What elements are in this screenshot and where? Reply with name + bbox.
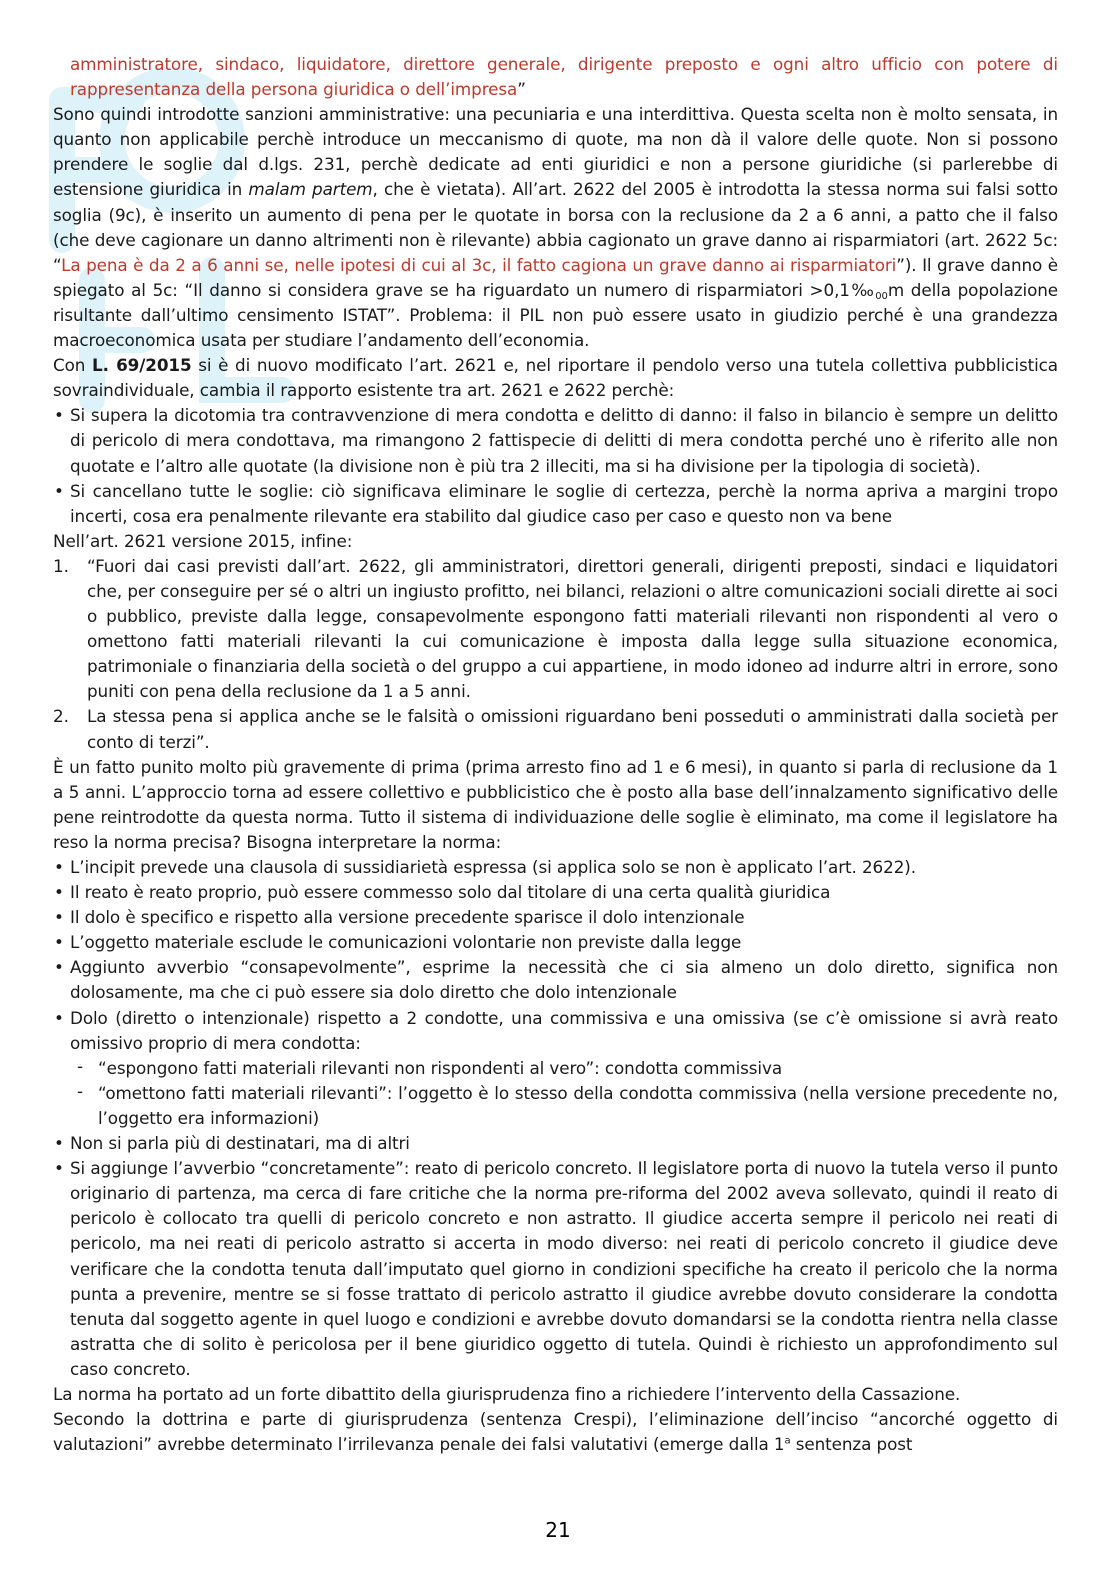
bullet-item: • Aggiunto avverbio “consapevolmente”, esprime la necessità che ci sia almeno un dolo diretto, significa non dolosamente, ma che ci può essere sia dolo diretto che dolo intenzionale [53,955,1058,1005]
quote-close: ” [517,79,526,100]
paragraph-interpretazione: È un fatto punito molto più gravemente di prima (prima arresto fino ad 1 e 6 mesi), in quanto si parla di reclusione da 1 a 5 anni. L’approccio torna ad essere collettivo e pubblicistico che è posto alla base dell’innalzamento significativo delle pene reintrodotte da questa norma. Tutto il sistema di individuazione delle soglie è eliminato, ma come il legislatore ha reso la norma precisa? Bisogna interpretare la norma: [53,756,1058,852]
bullet-item: • Si cancellano tutte le soglie: ciò significava eliminare le soglie di certezza, perchè la norma apriva a margini tropo incerti, cosa era penalmente rilevante era stabilito dal giudice caso per caso e questo non va bene [53,479,1058,529]
quote-red-text: La pena è da 2 a 6 anni se, nelle ipotesi di cui al 3c, il fatto cagiona un grave danno ai risparmiatori [61,254,897,275]
dash-item: - “espongono fatti materiali rilevanti non rispondenti al vero”: condotta commissiva [53,1056,1058,1081]
paragraph-legge-2015: Con L. 69/2015 si è di nuovo modificato l’art. 2621 e, nel riportare il pendolo verso una tutela collettiva pubblicistica sovraindividuale, cambia il rapporto esistente tra art. 2621 e 2622 perchè: [53,355,1058,401]
bullet-item: • Non si parla più di destinatari, ma di altri [53,1131,1058,1156]
paragraph-versione-2015: Nell’art. 2621 versione 2015, infine: [53,530,353,551]
paragraph-dottrina: Secondo la dottrina e parte di giurisprudenza (sentenza Crespi), l’eliminazione dell’inciso “ancorché oggetto di valutazioni” avrebbe determinato l’irrilevanza penale dei falsi valutativi (emerge dalla 1$^a$ sentenza post [53,1409,1058,1455]
quote-paragraph [53,52,1058,102]
bullet-item: • Dolo (diretto o intenzionale) rispetto a 2 condotte, una commissiva e una omissiva (se c’è omissione si avrà reato omissivo proprio di mera condotta: [53,1006,1058,1056]
italic-term: malam partem [248,179,373,200]
numbered-item: 1. “Fuori dai casi previsti dall’art. 2622, gli amministratori, direttori generali, dirigenti preposti, sindaci e liquidatori che, per conseguire per sé o altri un ingiusto profitto, nei bilanci, relazioni o altre comunicazioni sociali dirette ai soci o pubblico, previste dalla legge, consapevolmente espongono fatti materiali rilevanti non rispondenti al vero o omettono fatti materiali rilevanti la cui comunicazione è imposta dalla legge sulla situazione economica, patrimoniale o finanziaria della società o del gruppo a cui appartiene, in modo idoneo ad indurre altri in errore, sono puniti con pena della reclusione da 1 a 5 anni. [53,555,1058,702]
bullet-item: • Si supera la dicotomia tra contravvenzione di mera condotta e delitto di danno: il falso in bilancio è sempre un delitto di pericolo di mera condottava, ma rimangono 2 fattispecie di delitti di mera condotta perché uno è riferito alle non quotate e l’altro alle quotate (la divisione non è più tra 2 illeciti, ma si ha divisione per la tipologia di società). [53,403,1058,478]
bullet-item: • Il reato è reato proprio, può essere commesso solo dal titolare di una certa qualità giuridica [53,880,1058,905]
law-reference: L. 69/2015 [92,355,192,376]
dash-item: - “omettono fatti materiali rilevanti”: l’oggetto è lo stesso della condotta commissiva (nella versione precedente no, l’oggetto era informazioni) [53,1081,1058,1131]
quote-red-text: amministratore, sindaco, liquidatore, direttore generale, dirigente preposto e ogni altro ufficio con potere di rappresentanza della persona giuridica o dell’impresa [70,54,1058,100]
page-number: 21 [545,1518,571,1542]
numbered-item: 2. La stessa pena si applica anche se le falsità o omissioni riguardano beni posseduti o amministrati dalla società per conto di terzi”. [53,706,1058,752]
document-body [53,52,1058,1457]
paragraph-dibattito: La norma ha portato ad un forte dibattito della giurisprudenza fino a richiedere l’intervento della Cassazione. [53,1383,961,1404]
bullet-item: • Il dolo è specifico e rispetto alla versione precedente sparisce il dolo intenzionale [53,905,1058,930]
bullet-item: • L’incipit prevede una clausola di sussidiarietà espressa (si applica solo se non è applicato l’art. 2622). [53,855,1058,880]
bullet-item: • Si aggiunge l’avverbio “concretamente”: reato di pericolo concreto. Il legislatore porta di nuovo la tutela verso il punto originario di partenza, ma cerca di fare critiche che la norma pre-riforma del 2002 aveva sollevato, quindi il reato di pericolo è collocato tra quelli di pericolo concreto e non astratto. Il giudice accerta sempre il pericolo nei reati di pericolo, ma nei reati di pericolo astratto si accerta in modo diverso: nei reati di pericolo concreto il giudice deve verificare che la condotta tenuta dall’imputato quel giorno in condizioni specifiche ha creato il pericolo che la norma punta a prevenire, mentre se si fosse trattato di pericolo astratto il giudice avrebbe dovuto considerare la condotta tenuta dal soggetto agente in quel luogo e condizioni e avrebbe dovuto domandarsi se la condotta rientra nella classe astratta che di solito è pericolosa per il bene giuridico oggetto di tutela. Quindi è richiesto un approfondimento sul caso concreto. [53,1156,1058,1382]
paragraph-sanzioni: Sono quindi introdotte sanzioni amministrative: una pecuniaria e una interdittiva. Questa scelta non è molto sensata, in quanto non applicabile perchè introduce un meccanismo di quote, ma non dà il valore delle quote. Non si possono prendere le soglie dal d.lgs. 231, perchè dedicate ad enti giuridici e non a persone giuridiche (si parlerebbe di estensione giuridica in malam partem, che è vietata). All’art. 2622 del 2005 è introdotta la stessa norma sui falsi sotto soglia (9c), è inserito un aumento di pena per le quotate in borsa con la reclusione da 2 a 6 anni, a patto che il falso (che deve cagionare un danno altrimenti non è rilevante) abbia cagionato un grave danno ai risparmiatori (art. 2622 5c: “La pena è da 2 a 6 anni se, nelle ipotesi di cui al 3c, il fatto cagiona un grave danno ai risparmiatori”). Il grave danno è spiegato al 5c: “Il danno si considera grave se ha riguardato un numero di risparmiatori $>0,1‰_{00}m$ della popolazione risultante dall’ultimo censimento ISTAT”. Problema: il PIL non può essere usato in giudizio perché è una grandezza macroeconomica usata per studiare l’andamento dell’economia. [53,104,1058,351]
bullet-item: • L’oggetto materiale esclude le comunicazioni volontarie non previste dalla legge [53,930,1058,955]
